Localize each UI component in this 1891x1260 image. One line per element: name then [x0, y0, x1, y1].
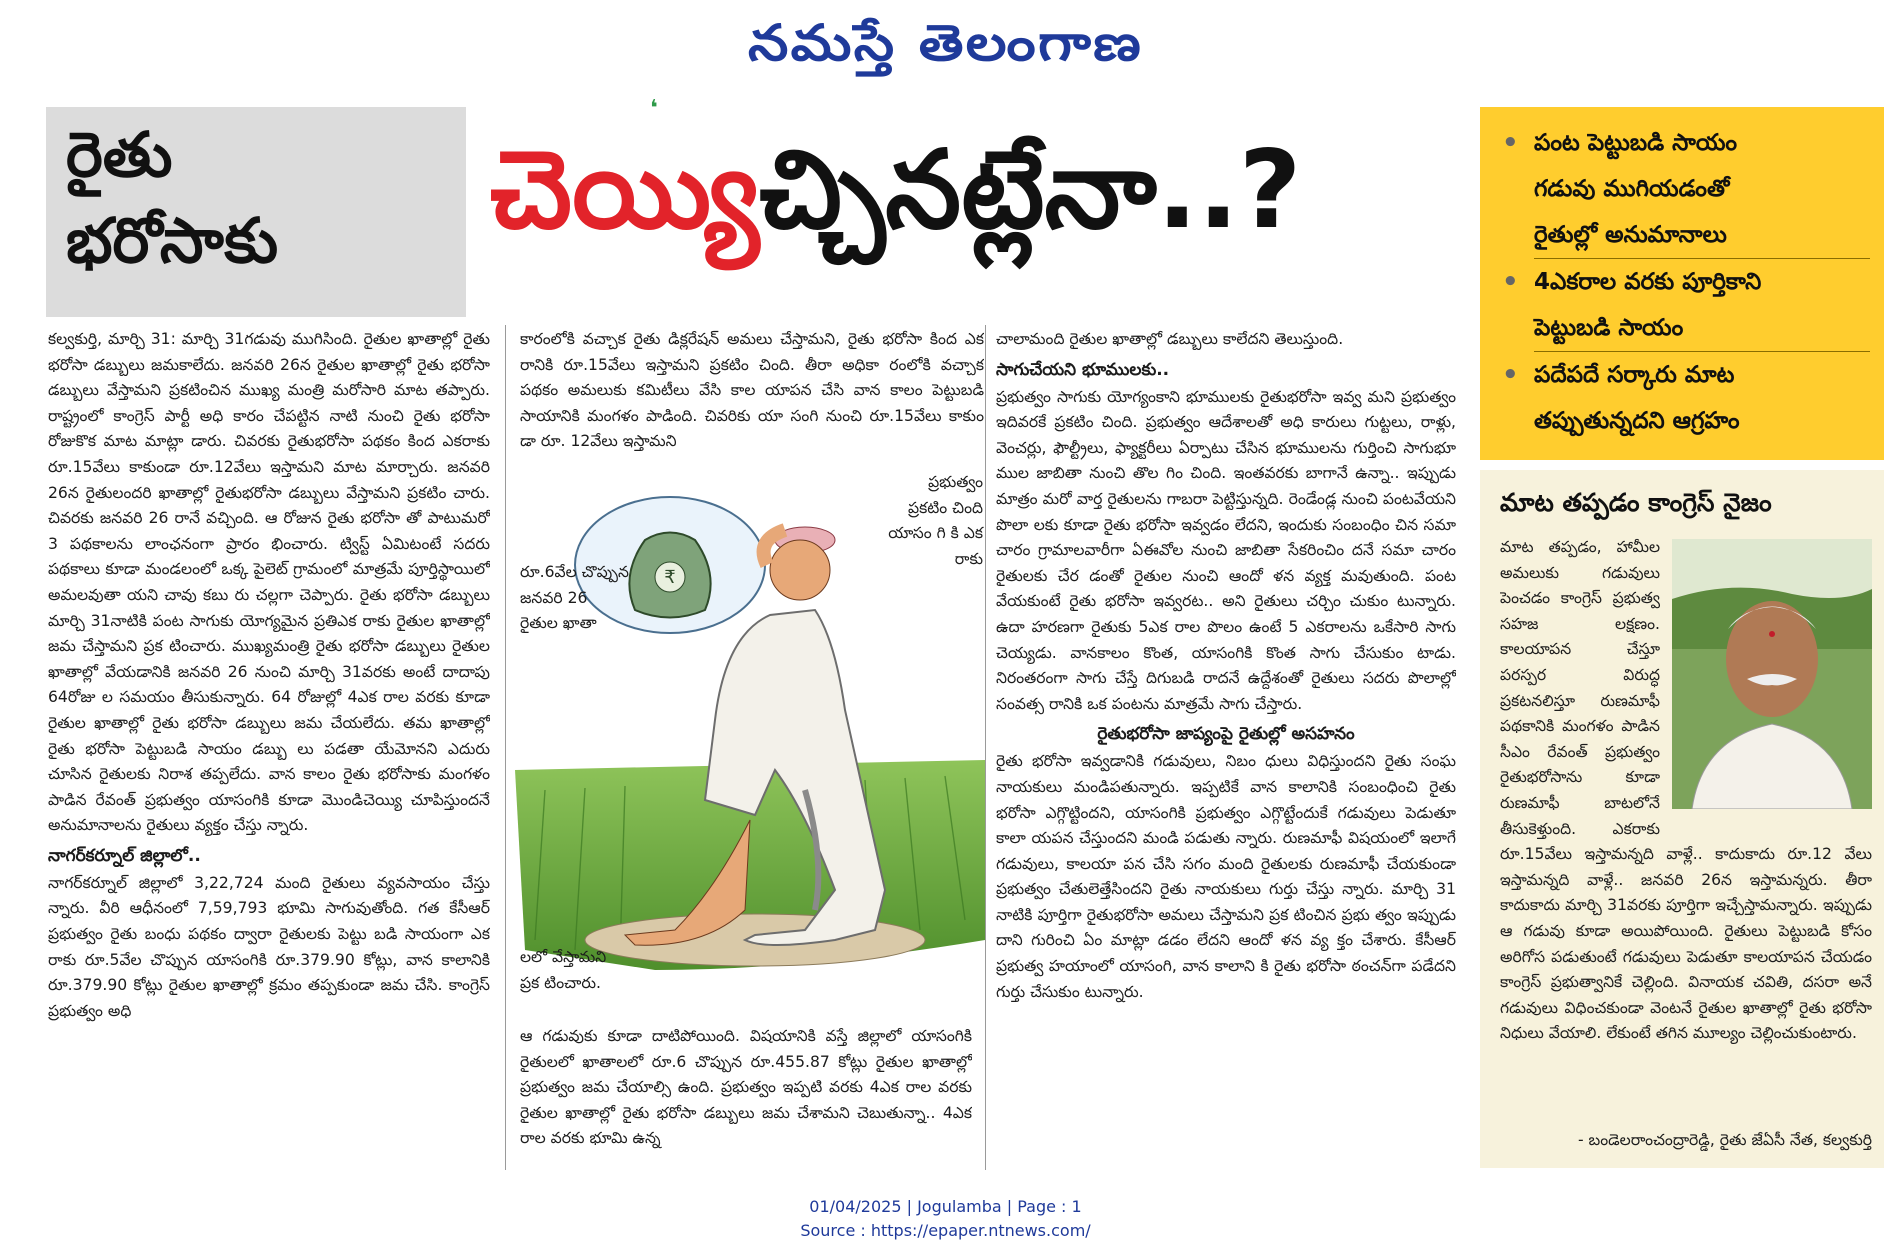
- article-column-2-top: [520, 327, 984, 477]
- footer: [0, 1195, 1891, 1243]
- wrap-text-bottom: లలో వేస్తామని ప్రక టించారు.: [520, 948, 607, 992]
- article-paragraph: కారంలోకి వచ్చాక రైతు డిక్లరేషన్ అమలు చేస్తామని, రైతు భరోసా కింద ఎక రానికి రూ.15వేలు ఇస్తామని ప్రకటిం చింది. తీరా అధికా రంలోకి వచ్చాక పథకం అమలుకు కమిటీలు వేసి కాల యాపన చేసి వాన కాలం పెట్టుబడి సాయానికి మంగళం పాడింది. చివరికు యా సంగి నుంచి రూ.15వేలు కాకుం డా రూ. 12వేలు ఇస్తామని: [520, 330, 984, 451]
- bullet-icon: •: [1502, 267, 1519, 297]
- wrap-text-right: ప్రభుత్వం ప్రకటిం చింది యాసం గి కి ఎక రాకు: [888, 473, 983, 568]
- kicker-line-1: రైతు: [66, 118, 173, 191]
- article-paragraph: ప్రభుత్వం సాగుకు యోగ్యంకాని భూములకు రైతుభరోసా ఇవ్వ మని ప్రభుత్వం ఇదివరకే ప్రకటిం చింది. ప్రభుత్వం ఆదేశాలతో అధి కారులు గుట్టలు, రాళ్లు, వెంచర్లు, ఫౌల్ట్రీలు, ఫ్యాక్టరీలు ఏర్పాటు చేసిన భూములను గుర్తించి సాగుభూ ముల జాబితా నుంచి తొల గిం చింది. ఇంతవరకు బాగానే ఉన్నా.. ఇప్పుడు మాత్రం మరో వార్త రైతులను గాబరా పెట్టిస్తున్నది. రెండేండ్ల నుంచి పంటవేయని పొలా లకు కూడా రైతు భరోసా ఇవ్వడం లేదని, ఇందుకు సంబంధిం చిన సమా చారం గ్రామాలవారీగా ఏఈవోల నుంచి జాబితా సేకరించిం దనే సమా చారం రైతులకు చేర డంతో రైతుల నుంచి ఆందో ళన వ్యక్త మవుతుంది. పంట వేయకుంటే రైతు భరోసా ఇవ్వరట.. అని రైతులు చర్చిం చుకుం టున్నారు. ఉదా హరణగా రైతుకు 5ఎక రాల పొలం ఉంటే 5 ఎకరాలను ఒకేసారి సాగు చెయ్యడు. వానకాలం కొంత, యాసంగికి కొంత సాగు చేసుకుం టాడు. నిరంతరంగా సాగు చేస్తే దిగుబడి రాదనే ఉద్దేశంతో రైతులు సదరు పొలాల్లో సంవత్స రానికి ఒక పంటను మాత్రమే సాగు చేస్తారు.: [996, 387, 1456, 713]
- svg-text:₹: ₹: [664, 567, 676, 588]
- highlight-item: [1500, 352, 1870, 444]
- rupee-bag-icon: [629, 533, 710, 618]
- highlight-line: పదేపదే సర్కారు మాట: [1534, 362, 1735, 388]
- bullet-icon: •: [1502, 128, 1519, 158]
- article-subhead: సాగుచేయని భూములకు..: [996, 359, 1170, 380]
- footer-date-edition: 01/04/2025 | Jogulamba | Page : 1: [809, 1197, 1082, 1216]
- headline-red: చెయ్యి: [490, 128, 760, 253]
- highlight-line: 4ఎకరాల వరకు పూర్తికాని: [1534, 269, 1762, 295]
- bullet-icon: •: [1502, 360, 1519, 390]
- highlight-line: పెట్టుబడి సాయం: [1534, 305, 1870, 352]
- article-paragraph: కల్వకుర్తి, మార్చి 31: మార్చి 31గడువు ముగిసింది. రైతుల ఖాతాల్లో రైతు భరోసా డబ్బులు జమకాలేదు. జనవరి 26న రైతుల ఖాతాల్లో రైతు భరోసా డబ్బులు వేస్తామని ప్రకటించిన ముఖ్య మంత్రి మరోసారి మాట తప్పారు. రాష్ట్రంలో కాంగ్రెస్ పార్టీ అధి కారం చేపట్టిన నాటి నుంచి రైతు భరోసా రోజుకొక మాట మాట్లా డారు. చివరకు రైతుభరోసా పథకం కింద ఎకరాకు రూ.15వేలు కాకుండా రూ.12వేలు ఇస్తామని మాట మార్చారు. జనవరి 26న రైతులందరి ఖాతాల్లో రైతుభరోసా డబ్బులు వేస్తామని ప్రకటిం చారు. చివరకు జనవరి 26 రానే వచ్చింది. ఆ రోజున రైతు భరోసా తో పాటుమరో 3 పథకాలను లాంఛనంగా ప్రారం భించారు. ట్విస్ట్ ఏమిటంటే సదరు పథకాలు కూడా మండలంలో ఒక్క పైలెట్ గ్రామంలో మాత్రమే పూర్తిస్థాయిలో అమలవుతా యని చావు కబు రు చల్లగా చెప్పారు. రైతు భరోసా డబ్బులు మార్చి 31నాటికి పంట సాగుకు యోగ్యమైన ప్రతిఎక రాకు రైతుల ఖాతాల్లో జమ చేస్తామని ప్రక టించారు. ముఖ్యమంత్రి రైతు భరోసా డబ్బులు రైతుల ఖాతాల్లో వేయడానికి జనవరి 26 నుంచి మార్చి 31వరకు అంటే దాదాపు 64రోజు ల సమయం తీసుకున్నారు. 64 రోజుల్లో 4ఎక రాల వరకు కూడా రైతుల ఖాతాల్లో రైతు భరోసా డబ్బులు జమ చేయలేదు. తమ ఖాతాల్లో రైతు భరోసా పెట్టుబడి సాయం డబ్బు లు పడతా యేమోనని ఎదురు చూసిన రైతులకు నిరాశ తప్పలేదు. వాన కాలం రైతు భరోసాకు మంగళం పాడిన రేవంత్ ప్రభుత్వం యాసంగికి కూడా మొండిచెయ్యి చూపిస్తుందనే అనుమానాలను రైతులు వ్యక్తం చేస్తు న్నారు.: [48, 330, 490, 835]
- article-subhead: రైతుభరోసా జాప్యంపై రైతుల్లో అసహనం: [1097, 724, 1355, 745]
- highlight-item: [1500, 120, 1870, 259]
- article-column-3: [996, 327, 1456, 1169]
- article-paragraph: ఆ గడువుకు కూడా దాటిపోయింది. విషయానికి వస్తే జిల్లాలో యాసంగికి రైతులలో ఖాతాలలో రూ.6 చొప్పున రూ.455.87 కోట్లు రైతుల ఖాతాల్లో ప్రభుత్వం జమ చేయాల్సి ఉంది. ప్రభుత్వం ఇప్పటి వరకు 4ఎక రాల వరకు రైతుల ఖాతాల్లో రైతు భరోసా డబ్బులు జమ చేశామని చెబుతున్నా.. 4ఎక రాల వరకు భూమి ఉన్న: [520, 1027, 972, 1148]
- kicker-line-2: భరోసాకు: [66, 204, 279, 277]
- highlight-line: రైతుల్లో అనుమానాలు: [1534, 212, 1870, 259]
- headline-black: చ్చినట్లేనా..?: [759, 128, 1302, 253]
- highlight-line: తప్పుతున్నదని ఆగ్రహం: [1534, 408, 1740, 434]
- headline: [490, 116, 1480, 276]
- footer-source: Source : https://epaper.ntnews.com/: [800, 1221, 1091, 1240]
- masthead: నమస్తే తెలంగాణ: [747, 13, 1144, 72]
- kicker: [66, 112, 456, 284]
- highlight-line: గడువు ముగియడంతో: [1534, 176, 1730, 202]
- opinion-signature: - బండెలరాంచంద్రారెడ్డి, రైతు జేఏసీ నేత, కల్వకుర్తి: [1577, 1131, 1872, 1149]
- wrap-text-left: రూ.6వేల చొప్పున జనవరి 26 రైతుల ఖాతా: [520, 563, 629, 633]
- highlight-item: [1500, 259, 1870, 352]
- article-paragraph: చాలామంది రైతుల ఖాతాల్లో డబ్బులు కాలేదని తెలుస్తుంది.: [996, 330, 1344, 348]
- article-subhead: నాగర్‌కర్నూల్ జిల్లాలో..: [48, 845, 201, 866]
- article-column-1: [48, 327, 490, 1169]
- article-paragraph: నాగర్‌కర్నూల్ జిల్లాలో 3,22,724 మంది రైతులు వ్యవసాయం చేస్తు న్నారు. వీరి ఆధీనంలో 7,59,793 భూమి సాగువుతోంది. గత కేసీఆర్ ప్రభుత్వం రైతు బంధు పథకం ద్వారా రైతులకు పెట్టు బడి సాయంగా ఎక రాకు రూ.5వేల చొప్పున యాసంగికి రూ.379.90 కోట్లు, వాన కాలానికి రూ.379.90 కోట్లు రైతుల ఖాతాల్లో క్రమం తప్పకుండా జమ చేసి. కాంగ్రెస్ ప్రభుత్వం అధి: [48, 873, 490, 1020]
- article-paragraph: రైతు భరోసా ఇవ్వడానికి గడువులు, నిబం ధులు విధిస్తుందని రైతు సంఘ నాయకులు మండిపతున్నారు. ఇప్పటికే వాన కాలానికి సంబంధించి రైతు భరోసా ఎగ్గొట్టిందని, యాసంగికి ప్రభుత్వం ఎగ్గొట్టేందుకే గడువులు పెడుతూ కాలా యపన చేస్తుందని మండి పడుతు న్నారు. రుణమాఫీ విషయంలో ఇలాగే గడువులు, కాలయా పన చేసి సగం మంది రైతులకు రుణమాఫీ చేయకుండా ప్రభుత్వం చేతులెత్తేసిందని రైతు నాయకులు గుర్తు చేస్తు న్నారు. మార్చి 31 నాటికి పూర్తిగా రైతుభరోసా అమలు చేస్తామని ప్రక టించిన ప్రభు త్వం ఇప్పుడు దాని గురించి ఏం మాట్లా డడం లేదని ఆందో ళన వ్య క్తం చేశారు. కేసీఆర్ ప్రభుత్వ హయాంలో యాసంగి, వాన కాలాని కి రైతు భరోసా ఠంచన్‌గా పడేదని గుర్తు చేసుకుం టున్నారు.: [996, 752, 1456, 1001]
- quote-icon: ❛: [650, 96, 658, 121]
- highlight-line: పంట పెట్టుబడి సాయం: [1534, 130, 1738, 156]
- opinion-title: మాట తప్పడం కాంగ్రెస్ నైజం: [1500, 488, 1772, 517]
- opinion-paragraph: మాట తప్పడం, హామీల అమలుకు గడువులు పెంచడం కాంగ్రెస్ ప్రభుత్వ సహజ లక్షణం. కాలయాపన చేస్తూ పరస్పర విరుద్ధ ప్రకటనలిస్తూ రుణమాఫీ పథకానికి మంగళం పాడిన సీఎం రేవంత్ ప్రభుత్వం రైతుభరోసాను కూడా రుణమాఫీ బాటలోనే తీసుకెళ్తుంది. ఎకరాకు రూ.15వేలు ఇస్తామన్నది వాళ్లే.. కాదుకాదు రూ.12 వేలు ఇస్తామన్నది వాళ్లే.. జనవరి 26న ఇస్తామన్నరు. తీరా కాదుకాదు మార్చి 31వరకు పూర్తిగా ఇచ్చేస్తామన్నారు. ఇప్పుడు ఆ గడువు కూడా అయిపోయింది. రైతులు పెట్టుబడి కోసం అరిగోస పడుతుంటే గడువులు పెడుతూ కాలయాపన చేయడం కాంగ్రెస్ ప్రభుత్వానికే చెల్లింది. వినాయక చవితి, దసరా అనే గడువులు విధించకుండా వెంటనే రైతుల ఖాతాల్లో రైతు భరోసా నిధులు వేయాలి. లేకుంటే తగిన మూల్యం చెల్లించుకుంటారు.: [1500, 538, 1872, 1043]
- author-photo: [1672, 539, 1872, 809]
- highlights-list: [1500, 120, 1870, 444]
- article-column-2-bottom: [520, 1024, 972, 1169]
- opinion-body: [1500, 535, 1872, 1125]
